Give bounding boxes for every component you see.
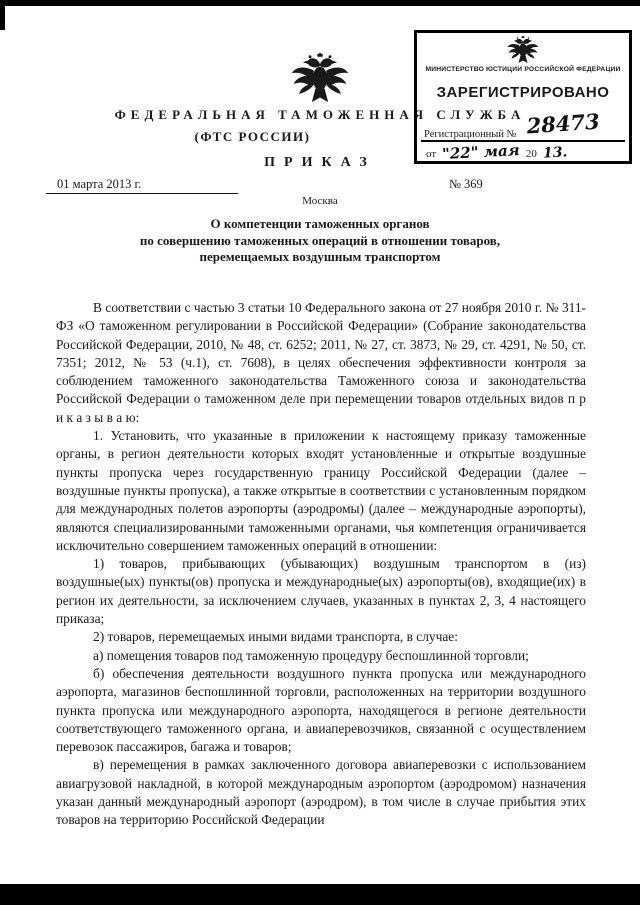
scan-artifact-left-mark [0,0,5,30]
registration-number-label: Регистрационный № [424,129,517,140]
document-type-heading: ПРИКАЗ [264,155,376,170]
scan-artifact-bottom-bar [0,884,640,905]
scan-artifact-top-bar [0,0,640,6]
stamp-year-handwritten: 13. [542,144,568,162]
agency-name: ФЕДЕРАЛЬНАЯ ТАМОЖЕННАЯ СЛУЖБА [114,107,526,122]
order-title-line-2: по совершению таможенных операций в отношении товаров, [139,232,501,248]
date-underline [46,193,238,194]
agency-abbreviation: (ФТС РОССИИ) [194,129,311,144]
body-paragraph: а) помещения товаров под таможенную процедуру беспошлинной торговли; [93,647,529,663]
stamp-registration-row [424,108,622,142]
body-paragraph: в) перемещения в рамках заключенного договора авиаперевозки с использованием авиагрузовой накладной, в которой международным аэропортом (аэродромом) назначения указан данный международный аэропорт (аэродром), в том числе в случае прибытия этих товаров на территорию Российской Федерации [56,757,586,828]
body-paragraph: В соответствии с частью 3 статьи 10 Федерального закона от 27 ноября 2010 г. № 311-ФЗ «О таможенном регулировании в Российской Федерации» (Собрание законодательства Российской Федерации, 2010, № 48, ст. 6252; 2011, № 27, ст. 3873, № 29, ст. 4291, № 50, ст. 7351; 2012, № 53 (ч.1), ст. 7608), в целях обеспечения эффективности контроля за соблюдением таможенного законодательства Таможенного союза и законодательства Российской Федерации о таможенном деле при перемещении товаров отдельных видов п р и к а з ы в а ю: [56,300,586,425]
order-title-line-3: перемещаемых воздушным транспортом [199,249,441,264]
stamp-eagle-icon [506,36,540,69]
stamp-date-prefix: от [426,148,437,160]
document-date: 01 марта 2013 г. [57,177,142,191]
order-title [0,216,640,266]
order-body-text [56,299,586,830]
registration-number-handwritten: 28473 [525,108,601,139]
document-number: № 369 [449,177,483,191]
body-paragraph: 2) товаров, перемещаемых иными видами транспорта, в случае: [93,629,458,645]
body-paragraph: 1) товаров, прибывающих (убывающих) воздушным транспортом в (из) воздушные(ых) пункты(ов) пропуска и международные(ых) аэропорты(ов), входящие(их) в регион их деятельности, за исключением случаев, указанных в пунктах 2, 3, 4 настоящего приказа; [56,556,586,627]
stamp-divider-line [421,140,625,142]
stamp-date-handwritten: "22" мая [441,140,521,164]
document-city: Москва [302,195,338,207]
stamp-date-row [426,140,620,164]
order-title-line-1: О компетенции таможенных органов [210,216,430,231]
stamp-ministry-name: МИНИСТЕРСТВО ЮСТИЦИИ РОССИЙСКОЙ ФЕДЕРАЦИИ [425,66,621,73]
body-paragraph: 1. Установить, что указанные в приложении к настоящему приказу таможенные органы, в регион деятельности которых входят установленные и открытые воздушные пункты пропуска через государственную границу Российской Федерации (далее – воздушные пункты пропуска), а также открытые в соответствии с установленным порядком для международных полетов аэропорты (аэродромы) (далее – международные аэропорты), являются специализированными таможенными органами, чья компетенция ограничивается исключительно совершением таможенных операций в отношении: [56,428,586,553]
body-paragraph: б) обеспечения деятельности воздушного пункта пропуска или международного аэропорта, магазинов беспошлинной торговли, расположенных на территории воздушного пункта пропуска или международного аэропорта, находящегося в регионе деятельности соответствующего таможенного органа, и авиаперевозчиков, связанной с осуществлением перевозок пассажиров, багажа и товаров; [56,665,586,755]
stamp-registered-label: ЗАРЕГИСТРИРОВАНО [436,84,610,101]
russian-coat-of-arms-icon [291,53,349,105]
stamp-year-printed: 20 [525,148,537,160]
justice-ministry-registration-stamp [414,30,632,164]
